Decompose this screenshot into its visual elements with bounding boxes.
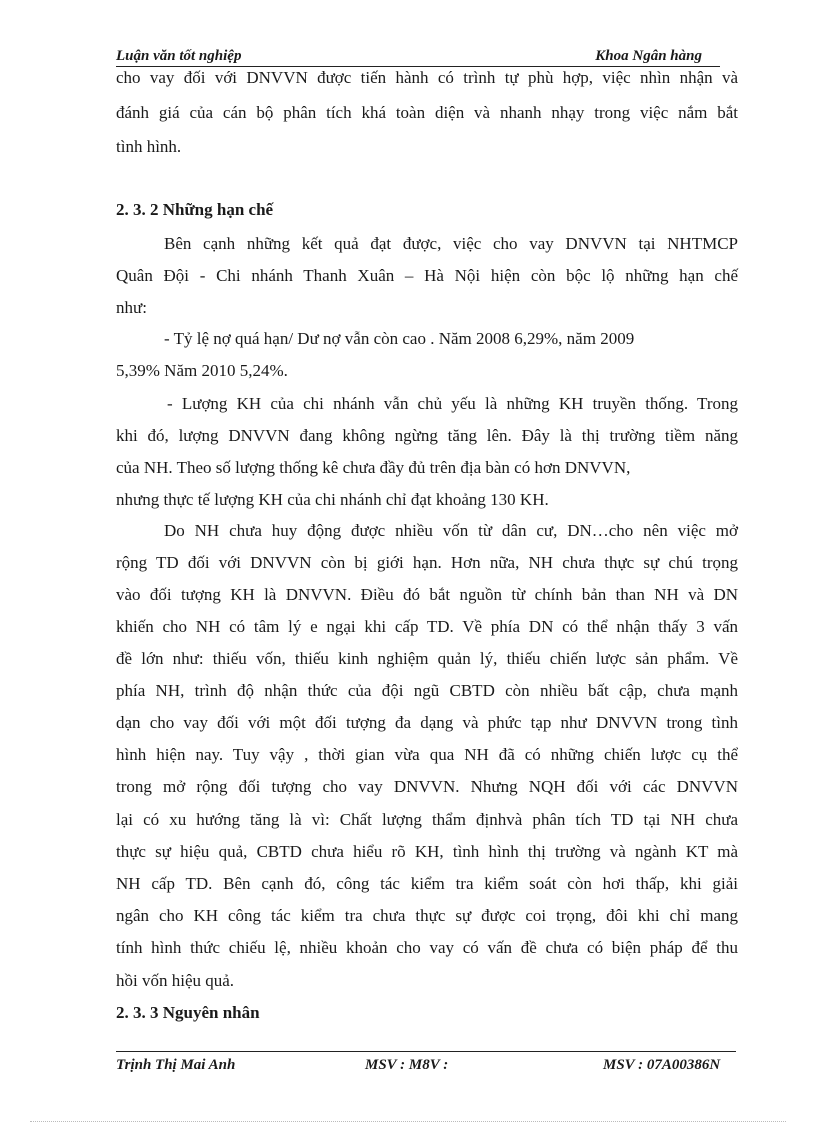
body-line: Quân Đội - Chi nhánh Thanh Xuân – Hà Nội hiện còn bộc lộ những hạn chế — [116, 266, 738, 285]
body-line: tính hình thức chiếu lệ, nhiều khoản cho vay có vấn đề chưa có biện pháp để thu — [116, 938, 738, 957]
body-line: Bên cạnh những kết quả đạt được, việc cho vay DNVVN tại NHTMCP — [164, 234, 738, 253]
body-line: hồi vốn hiệu quả. — [116, 971, 235, 990]
page-bottom-edge — [30, 1121, 786, 1122]
header-faculty-label: Khoa Ngân hàng — [595, 48, 702, 64]
section-heading: 2. 3. 3 Nguyên nhân — [116, 1003, 260, 1022]
body-line: dạn cho vay đối với một đối tượng đa dạng và phức tạp như DNVVN trong tình — [116, 713, 738, 732]
footer-rule — [116, 1051, 736, 1052]
body-line: 5,39% Năm 2010 5,24%. — [116, 361, 288, 380]
body-line: tình hình. — [116, 137, 182, 156]
body-line: như: — [116, 298, 147, 317]
body-line: ngân cho KH công tác kiểm tra chưa thực sự được coi trọng, đôi khi chỉ mang — [116, 906, 738, 925]
body-line: trong mở rộng đối tượng cho vay DNVVN. Nhưng NQH đối với các DNVVN — [116, 777, 738, 796]
body-line: hình hiện nay. Tuy vậy , thời gian vừa qua NH đã có những chiến lược cụ thể — [116, 745, 738, 764]
bullet-line: - Lượng KH của chi nhánh vẫn chủ yếu là những KH truyền thống. Trong — [167, 394, 738, 413]
bullet-line: - Tỷ lệ nợ quá hạn/ Dư nợ vẫn còn cao . Năm 2008 6,29%, năm 2009 — [164, 329, 635, 348]
section-heading: 2. 3. 2 Những hạn chế — [116, 200, 274, 219]
page-header — [116, 48, 720, 67]
body-line: cho vay đối với DNVVN được tiến hành có trình tự phù hợp, việc nhìn nhận và — [116, 68, 738, 87]
footer-msv-blank: MSV : M8V : — [365, 1057, 449, 1073]
footer-msv: MSV : 07A00386N — [603, 1057, 721, 1073]
body-line: NH cấp TD. Bên cạnh đó, công tác kiểm tra kiểm soát còn hơi thấp, khi giải — [116, 874, 738, 893]
body-line: lại có xu hướng tăng là vì: Chất lượng thẩm địnhvà phân tích TD tại NH chưa — [116, 810, 738, 829]
body-line: đánh giá của cán bộ phân tích khá toàn diện và nhanh nhạy trong việc nắm bắt — [116, 103, 738, 122]
body-line: của NH. Theo số lượng thống kê chưa đầy đủ trên địa bàn có hơn DNVVN, — [116, 458, 631, 477]
body-line: khiến cho NH có tâm lý e ngại khi cấp TD. Về phía DN có thể nhận thấy 3 vấn — [116, 617, 738, 636]
body-line: rộng TD đối với DNVVN còn bị giới hạn. Hơn nữa, NH chưa thực sự chú trọng — [116, 553, 738, 572]
header-thesis-label: Luận văn tốt nghiệp — [116, 48, 242, 64]
body-line: thực sự hiệu quả, CBTD chưa hiểu rõ KH, tình hình thị trường và ngành KT mà — [116, 842, 738, 861]
body-line: vào đối tượng KH là DNVVN. Điều đó bắt nguồn từ chính bản than NH và DN — [116, 585, 738, 604]
body-line: khi đó, lượng DNVVN đang không ngừng tăng lên. Đây là thị trường tiềm năng — [116, 426, 738, 445]
body-line: đề lớn như: thiếu vốn, thiếu kinh nghiệm quản lý, thiếu chiến lược sản phẩm. Về — [116, 649, 738, 668]
body-line: Do NH chưa huy động được nhiều vốn từ dân cư, DN…cho nên việc mở — [164, 521, 738, 540]
body-line: nhưng thực tế lượng KH của chi nhánh chỉ đạt khoảng 130 KH. — [116, 490, 549, 509]
footer-author: Trịnh Thị Mai Anh — [116, 1057, 236, 1073]
body-line: phía NH, trình độ nhận thức của đội ngũ CBTD còn nhiều bất cập, chưa mạnh — [116, 681, 738, 700]
